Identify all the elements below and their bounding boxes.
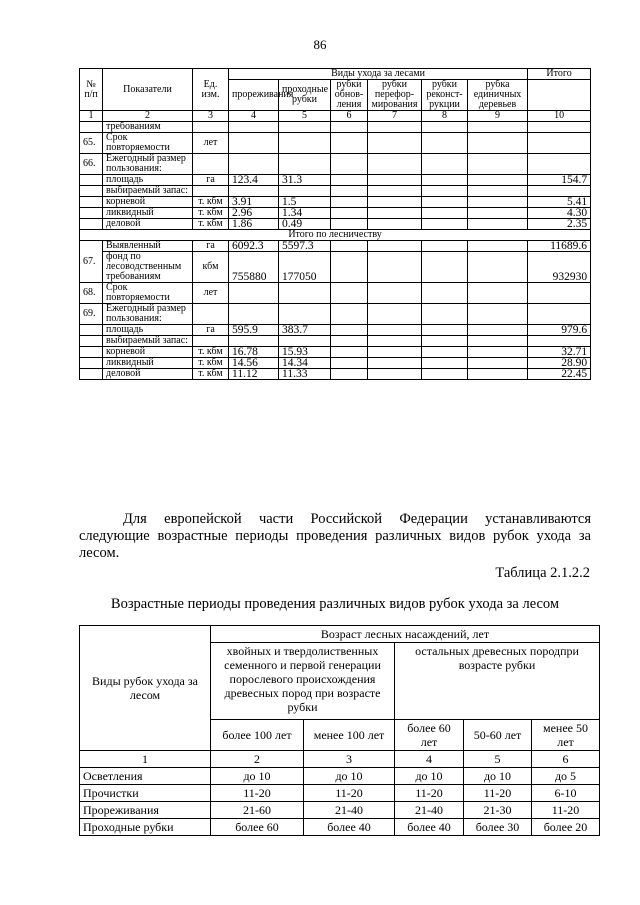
cell-value: 177050 bbox=[279, 252, 331, 283]
cell-value bbox=[331, 197, 368, 208]
row-unit: га bbox=[193, 325, 229, 336]
row-unit: т. кбм bbox=[193, 219, 229, 230]
cell-value bbox=[331, 325, 368, 336]
cell-total bbox=[528, 122, 591, 133]
row-label: ликвидный bbox=[103, 358, 193, 369]
header-type: проходные рубки bbox=[279, 80, 331, 111]
cell-value bbox=[368, 336, 422, 347]
age-periods-table bbox=[79, 625, 600, 836]
subheader-cell: 50-60 лет bbox=[464, 720, 532, 751]
cell-value bbox=[422, 283, 468, 304]
cell-value: более 30 bbox=[464, 819, 532, 836]
table-title: Возрастные периоды проведения различных видов рубок ухода за лесом bbox=[110, 596, 560, 612]
cell-value bbox=[279, 133, 331, 154]
cell-value bbox=[229, 186, 279, 197]
cell-value bbox=[422, 358, 468, 369]
cell-value: до 10 bbox=[304, 768, 395, 785]
row-unit bbox=[193, 122, 229, 133]
row-number bbox=[80, 219, 103, 230]
header-indicators: Показатели bbox=[103, 69, 193, 111]
row-label: Осветления bbox=[80, 768, 211, 785]
column-number: 9 bbox=[468, 111, 528, 122]
cell-value bbox=[422, 325, 468, 336]
cell-value: 11-20 bbox=[464, 785, 532, 802]
cell-value: 11.33 bbox=[279, 369, 331, 380]
cell-value bbox=[368, 186, 422, 197]
table-row bbox=[80, 154, 591, 175]
cell-value bbox=[368, 283, 422, 304]
cell-value: 11.12 bbox=[229, 369, 279, 380]
column-number: 5 bbox=[279, 111, 331, 122]
cell-value bbox=[331, 347, 368, 358]
row-label: Срок повторяемости bbox=[103, 283, 193, 304]
table-row bbox=[80, 283, 591, 304]
cell-total: 11689.6 bbox=[528, 241, 591, 252]
subheader-cell: более 100 лет bbox=[211, 720, 304, 751]
cell-value bbox=[279, 336, 331, 347]
row-label: Прореживания bbox=[80, 802, 211, 819]
row-unit: га bbox=[193, 241, 229, 252]
cell-value bbox=[368, 122, 422, 133]
cell-total bbox=[528, 133, 591, 154]
section-title: Итого по лесничеству bbox=[80, 230, 591, 241]
row-number: 66. bbox=[80, 154, 103, 175]
cell-value bbox=[331, 154, 368, 175]
cell-value bbox=[229, 283, 279, 304]
cell-value: 5597.3 bbox=[279, 241, 331, 252]
table-row bbox=[80, 819, 600, 836]
row-label: выбираемый запас: bbox=[103, 336, 193, 347]
cell-value bbox=[422, 336, 468, 347]
row-unit: лет bbox=[193, 133, 229, 154]
header-num: № п/п bbox=[80, 69, 103, 111]
cell-total bbox=[528, 154, 591, 175]
table-row bbox=[80, 325, 591, 336]
cell-value bbox=[422, 369, 468, 380]
header-types-group: Виды ухода за лесами bbox=[229, 69, 528, 80]
cell-value bbox=[229, 336, 279, 347]
cell-value bbox=[468, 186, 528, 197]
cell-value bbox=[468, 175, 528, 186]
cell-value: более 60 bbox=[211, 819, 304, 836]
row-unit: т. кбм bbox=[193, 208, 229, 219]
table-row bbox=[80, 133, 591, 154]
column-number: 7 bbox=[368, 111, 422, 122]
column-number: 5 bbox=[464, 751, 532, 768]
cell-value: 21-40 bbox=[395, 802, 464, 819]
cell-value: 11-20 bbox=[211, 785, 304, 802]
row-number: 68. bbox=[80, 283, 103, 304]
cell-value bbox=[331, 219, 368, 230]
cell-value bbox=[368, 241, 422, 252]
column-number: 6 bbox=[532, 751, 600, 768]
cell-value: 755880 bbox=[229, 252, 279, 283]
cell-total bbox=[528, 336, 591, 347]
cell-value bbox=[279, 122, 331, 133]
cell-value: более 20 bbox=[532, 819, 600, 836]
cell-value: 15.93 bbox=[279, 347, 331, 358]
column-number: 2 bbox=[103, 111, 193, 122]
header-care-type: Виды рубок ухода за лесом bbox=[80, 626, 211, 751]
table-row bbox=[80, 785, 600, 802]
cell-value bbox=[368, 347, 422, 358]
cell-value bbox=[331, 133, 368, 154]
cell-value: 6092.3 bbox=[229, 241, 279, 252]
cell-total bbox=[528, 186, 591, 197]
table-row bbox=[80, 197, 591, 208]
cell-value: 14.56 bbox=[229, 358, 279, 369]
row-unit bbox=[193, 186, 229, 197]
cell-value bbox=[422, 304, 468, 325]
table-row bbox=[80, 336, 591, 347]
header-type: рубки реконст-рукции bbox=[422, 80, 468, 111]
table-row bbox=[80, 186, 591, 197]
column-number: 8 bbox=[422, 111, 468, 122]
cell-value bbox=[229, 154, 279, 175]
row-label: Проходные рубки bbox=[80, 819, 211, 836]
cell-total bbox=[528, 283, 591, 304]
row-number bbox=[80, 347, 103, 358]
cell-total: 154.7 bbox=[528, 175, 591, 186]
row-number bbox=[80, 325, 103, 336]
column-number: 1 bbox=[80, 751, 211, 768]
cell-value bbox=[331, 175, 368, 186]
column-number: 6 bbox=[331, 111, 368, 122]
cell-value bbox=[331, 358, 368, 369]
cell-total: 32.71 bbox=[528, 347, 591, 358]
cell-value bbox=[229, 122, 279, 133]
column-number: 2 bbox=[211, 751, 304, 768]
cell-value bbox=[368, 197, 422, 208]
cell-value bbox=[422, 219, 468, 230]
table-row bbox=[80, 358, 591, 369]
cell-value bbox=[331, 186, 368, 197]
cell-value: 14.34 bbox=[279, 358, 331, 369]
cell-value bbox=[331, 208, 368, 219]
page-number: 86 bbox=[313, 37, 327, 52]
table-label: Таблица 2.1.2.2 bbox=[495, 565, 590, 581]
column-number: 10 bbox=[528, 111, 591, 122]
cell-total: 22.45 bbox=[528, 369, 591, 380]
row-number bbox=[80, 336, 103, 347]
cell-value bbox=[468, 154, 528, 175]
column-number: 3 bbox=[304, 751, 395, 768]
cell-value: 1.86 bbox=[229, 219, 279, 230]
row-number: 69. bbox=[80, 304, 103, 325]
cell-value bbox=[468, 325, 528, 336]
row-number bbox=[80, 175, 103, 186]
header-type: прореживания bbox=[229, 80, 279, 111]
cell-value bbox=[279, 304, 331, 325]
row-label: корневой bbox=[103, 347, 193, 358]
cell-value bbox=[468, 347, 528, 358]
table-row bbox=[80, 347, 591, 358]
cell-total: 2.35 bbox=[528, 219, 591, 230]
cell-value bbox=[468, 208, 528, 219]
row-number bbox=[80, 358, 103, 369]
cell-value bbox=[422, 252, 468, 283]
row-number bbox=[80, 186, 103, 197]
cell-value bbox=[331, 252, 368, 283]
row-unit: т. кбм bbox=[193, 358, 229, 369]
cell-value bbox=[422, 241, 468, 252]
table-row bbox=[80, 252, 591, 283]
row-unit: т. кбм bbox=[193, 369, 229, 380]
row-label: Выявленный bbox=[103, 241, 193, 252]
cell-value bbox=[368, 325, 422, 336]
column-number: 4 bbox=[395, 751, 464, 768]
cell-value: 11-20 bbox=[304, 785, 395, 802]
row-label: Прочистки bbox=[80, 785, 211, 802]
cell-value: 21-40 bbox=[304, 802, 395, 819]
column-numbers-row bbox=[80, 111, 591, 122]
cell-value: 383.7 bbox=[279, 325, 331, 336]
row-unit: лет bbox=[193, 283, 229, 304]
forest-care-table bbox=[79, 68, 591, 380]
table-row bbox=[80, 241, 591, 252]
cell-value bbox=[468, 358, 528, 369]
cell-value: 11-20 bbox=[532, 802, 600, 819]
row-label: деловой bbox=[103, 369, 193, 380]
cell-value bbox=[331, 369, 368, 380]
cell-value bbox=[279, 186, 331, 197]
table-row bbox=[80, 175, 591, 186]
column-number: 1 bbox=[80, 111, 103, 122]
cell-value bbox=[468, 304, 528, 325]
header-type: рубки обнов-ления bbox=[331, 80, 368, 111]
header-unit: Ед. изм. bbox=[193, 69, 229, 111]
cell-value bbox=[279, 283, 331, 304]
cell-value bbox=[468, 241, 528, 252]
cell-value bbox=[331, 304, 368, 325]
cell-total: 28.90 bbox=[528, 358, 591, 369]
header-age: Возраст лесных насаждений, лет bbox=[211, 626, 600, 643]
cell-value: до 10 bbox=[395, 768, 464, 785]
row-unit: т. кбм bbox=[193, 197, 229, 208]
cell-value bbox=[422, 347, 468, 358]
cell-value bbox=[422, 175, 468, 186]
cell-value bbox=[368, 252, 422, 283]
cell-value: 3.91 bbox=[229, 197, 279, 208]
cell-value bbox=[279, 154, 331, 175]
header-blank bbox=[528, 80, 591, 111]
cell-value: 31.3 bbox=[279, 175, 331, 186]
cell-value bbox=[368, 304, 422, 325]
table-row bbox=[80, 208, 591, 219]
table-row bbox=[80, 369, 591, 380]
cell-value: 21-60 bbox=[211, 802, 304, 819]
row-number bbox=[80, 122, 103, 133]
cell-value bbox=[368, 369, 422, 380]
column-numbers-row bbox=[80, 751, 600, 768]
table-row bbox=[80, 802, 600, 819]
column-number: 3 bbox=[193, 111, 229, 122]
cell-value bbox=[229, 133, 279, 154]
cell-value bbox=[331, 283, 368, 304]
cell-value: до 5 bbox=[532, 768, 600, 785]
cell-value bbox=[368, 219, 422, 230]
header-type: рубка единичных деревьев bbox=[468, 80, 528, 111]
cell-value bbox=[422, 122, 468, 133]
cell-value bbox=[468, 369, 528, 380]
cell-total: 932930 bbox=[528, 252, 591, 283]
cell-value: 2.96 bbox=[229, 208, 279, 219]
cell-value bbox=[368, 154, 422, 175]
cell-total: 979.6 bbox=[528, 325, 591, 336]
cell-value: 595.9 bbox=[229, 325, 279, 336]
cell-value bbox=[422, 208, 468, 219]
row-label: ликвидный bbox=[103, 208, 193, 219]
row-label: требованиям bbox=[103, 122, 193, 133]
subheader-cell: более 60 лет bbox=[395, 720, 464, 751]
table-row bbox=[80, 219, 591, 230]
cell-value bbox=[422, 154, 468, 175]
cell-value: 11-20 bbox=[395, 785, 464, 802]
row-number bbox=[80, 208, 103, 219]
row-number bbox=[80, 369, 103, 380]
cell-value: 21-30 bbox=[464, 802, 532, 819]
row-label: деловой bbox=[103, 219, 193, 230]
row-label: Ежегодный размер пользования: bbox=[103, 154, 193, 175]
subheader-cell: менее 100 лет bbox=[304, 720, 395, 751]
row-number: 65. bbox=[80, 133, 103, 154]
row-unit: га bbox=[193, 175, 229, 186]
cell-value bbox=[331, 336, 368, 347]
cell-value: более 40 bbox=[395, 819, 464, 836]
cell-total: 5.41 bbox=[528, 197, 591, 208]
cell-value: 123.4 bbox=[229, 175, 279, 186]
cell-value bbox=[468, 252, 528, 283]
cell-value bbox=[468, 219, 528, 230]
row-label: выбираемый запас: bbox=[103, 186, 193, 197]
row-number: 67. bbox=[80, 241, 103, 283]
body-paragraph: Для европейской части Российской Федерации устанавливаются следующие возрастные периоды проведения различных видов рубок ухода за лесом. bbox=[79, 511, 591, 561]
cell-value: 1.5 bbox=[279, 197, 331, 208]
cell-value: 0.49 bbox=[279, 219, 331, 230]
cell-value bbox=[422, 186, 468, 197]
cell-value bbox=[468, 197, 528, 208]
cell-value bbox=[368, 208, 422, 219]
cell-value: 16.78 bbox=[229, 347, 279, 358]
subheader-cell: менее 50 лет bbox=[532, 720, 600, 751]
row-unit bbox=[193, 304, 229, 325]
row-label: площадь bbox=[103, 325, 193, 336]
cell-value: до 10 bbox=[211, 768, 304, 785]
header-group-conifer: хвойных и твердолиственных семенного и первой генерации порослевого происхождения древесных пород при возрасте рубки bbox=[211, 643, 395, 720]
cell-value bbox=[331, 122, 368, 133]
cell-total bbox=[528, 304, 591, 325]
table-row bbox=[80, 304, 591, 325]
cell-value bbox=[468, 122, 528, 133]
cell-value bbox=[229, 304, 279, 325]
row-unit bbox=[193, 154, 229, 175]
cell-value: 6-10 bbox=[532, 785, 600, 802]
cell-value bbox=[468, 283, 528, 304]
table-row bbox=[80, 768, 600, 785]
row-label: фонд по лесоводственным требованиям bbox=[103, 252, 193, 283]
row-label: корневой bbox=[103, 197, 193, 208]
column-number: 4 bbox=[229, 111, 279, 122]
header-type: рубки перефор-мирования bbox=[368, 80, 422, 111]
row-unit: кбм bbox=[193, 252, 229, 283]
cell-value bbox=[422, 133, 468, 154]
cell-value: более 40 bbox=[304, 819, 395, 836]
row-label: Ежегодный размер пользования: bbox=[103, 304, 193, 325]
row-unit: т. кбм bbox=[193, 347, 229, 358]
cell-value: 1.34 bbox=[279, 208, 331, 219]
cell-value bbox=[468, 336, 528, 347]
header-group-other: остальных древесных породпри возрасте рубки bbox=[395, 643, 600, 720]
cell-value bbox=[368, 133, 422, 154]
cell-value bbox=[368, 358, 422, 369]
row-unit bbox=[193, 336, 229, 347]
row-label: площадь bbox=[103, 175, 193, 186]
cell-value bbox=[422, 197, 468, 208]
cell-value bbox=[468, 133, 528, 154]
table-row bbox=[80, 122, 591, 133]
header-total: Итого bbox=[528, 69, 591, 80]
cell-value: до 10 bbox=[464, 768, 532, 785]
cell-value bbox=[368, 175, 422, 186]
cell-total: 4.30 bbox=[528, 208, 591, 219]
row-label: Срок повторяемости bbox=[103, 133, 193, 154]
cell-value bbox=[331, 241, 368, 252]
row-number bbox=[80, 197, 103, 208]
